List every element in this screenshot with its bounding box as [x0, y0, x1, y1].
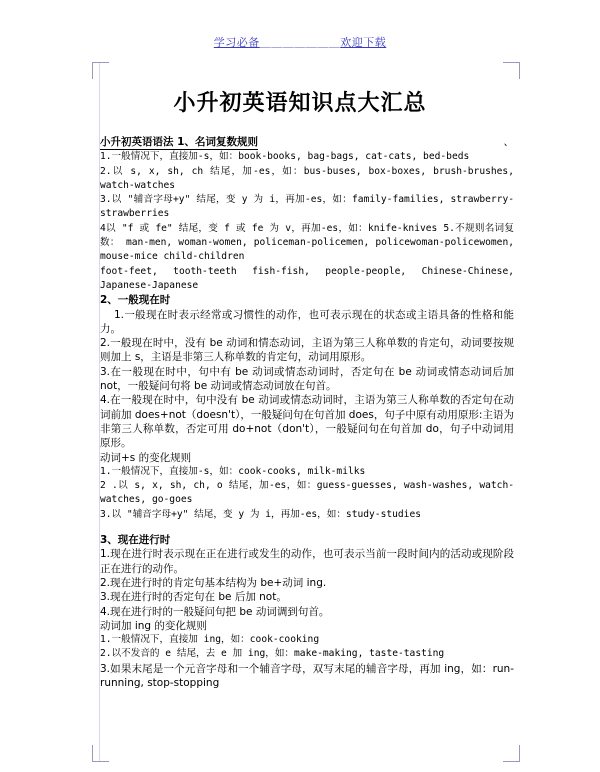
header-watermark-left: 学习必备 — [213, 36, 260, 49]
header-dots: ＿＿＿＿＿＿＿ — [259, 36, 341, 49]
spacer-1 — [100, 522, 514, 533]
section-3-line-4: 4.现在进行时的一般疑问句把 be 动词调到句首。 — [100, 605, 330, 618]
section-3b-line-2: 2.以不发音的 e 结尾，去 e 加 ing，如：make-making, taste-tasting — [100, 648, 445, 660]
section-2b-line-3: 3.以 "辅音字母+y" 结尾，变 y 为 i，再加-es，如：study-studies — [100, 508, 422, 520]
header-watermark-right: 欢迎下载 — [340, 36, 387, 49]
frame-corner-top-left — [92, 62, 109, 79]
document-body — [100, 135, 514, 690]
frame-corner-top-right — [503, 62, 520, 79]
section-1-line-4: 4以 "f 或 fe" 结尾，变 f 或 fe 为 v，再加-es，如：knife-knives 5.不规则名词复数： man-men, woman-women, policeman-policemen, policewoman-policewomen, mouse-mice child-children — [100, 222, 514, 263]
section-1-line-3: 3.以 "辅音字母+y" 结尾，变 y 为 i，再加-es，如：family-families, strawberry-strawberries — [100, 194, 514, 220]
section-2-line-4: 4.在一般现在时中，句中没有 be 动词或情态动词时，主语为第三人称单数的否定句在动词前加 does+not（doesn't），一般疑问句在句首加 does，句子中原有动用原形:主语为非第三人称单数，否定可用 do+not（don't），一般疑问句在句首加 do，句子中动词用原形。 — [100, 394, 514, 450]
section-1-line-1: 1.一般情况下，直接加-s，如：book-books, bag-bags, cat-cats, bed-beds — [100, 151, 470, 163]
section-2-line-2: 2.一般现在时中，没有 be 动词和情态动词，主语为第三人称单数的肯定句，动词要按规则加上 s，主语是非第三人称单数的肯定句，动词用原形。 — [100, 337, 514, 364]
section-1-heading — [100, 135, 514, 150]
section-1-heading-text: 小升初英语语法 1、名词复数规则 — [100, 135, 258, 150]
section-2b-heading: 动词+s 的变化规则 — [100, 451, 192, 464]
section-3-line-1: 1.现在进行时表示现在正在进行或发生的动作，也可表示当前一段时间内的活动或现阶段正在进行的动作。 — [100, 548, 514, 575]
section-3-heading: 3、现在进行时 — [100, 534, 171, 547]
section-2-line-3: 3.在一般现在时中，句中有 be 动词或情态动词时，否定句在 be 动词或情态动词后加 not，一般疑问句将 be 动词或情态动词放在句首。 — [100, 365, 514, 393]
section-3b-line-1: 1.一般情况下，直接加 ing，如：cook-cooking — [100, 634, 320, 646]
section-1-line-5: foot-feet, tooth-teeth fish-fish, people-people, Chinese-Chinese, Japanese-Japanese — [100, 265, 514, 291]
section-2-heading: 2、一般现在时 — [100, 294, 171, 307]
section-2-line-1: 1.一般现在时表示经常或习惯性的动作，也可表示现在的状态或主语具备的性格和能力。 — [100, 308, 514, 335]
frame-corner-bottom-left — [92, 745, 109, 762]
page-header-watermark — [0, 34, 600, 50]
section-3b-heading: 动词加 ing 的变化规则 — [100, 619, 207, 632]
page-title: 小升初英语知识点大汇总 — [173, 91, 427, 116]
section-3-line-3: 3.现在进行时的否定句在 be 后加 not。 — [100, 591, 287, 604]
section-2b-line-2: 2 .以 s, x, sh, ch, o 结尾，加-es，如：guess-guesses, wash-washes, watch-watches, go-goes — [100, 480, 514, 506]
section-1-heading-tail: 、 — [503, 136, 514, 148]
section-2b-line-1: 1.一般情况下，直接加-s，如：cook-cooks, milk-milks — [100, 465, 366, 477]
section-1-line-2: 2.以 s, x, sh, ch 结尾，加-es，如：bus-buses, box-boxes, brush-brushes, watch-watches — [100, 165, 514, 191]
section-3b-line-3: 3.如果末尾是一个元音字母和一个辅音字母，双写末尾的辅音字母，再加 ing，如：run-running, stop-stopping — [100, 662, 514, 689]
section-3-line-2: 2.现在进行时的肯定句基本结构为 be+动词 ing. — [100, 576, 327, 589]
frame-corner-bottom-right — [503, 745, 520, 762]
